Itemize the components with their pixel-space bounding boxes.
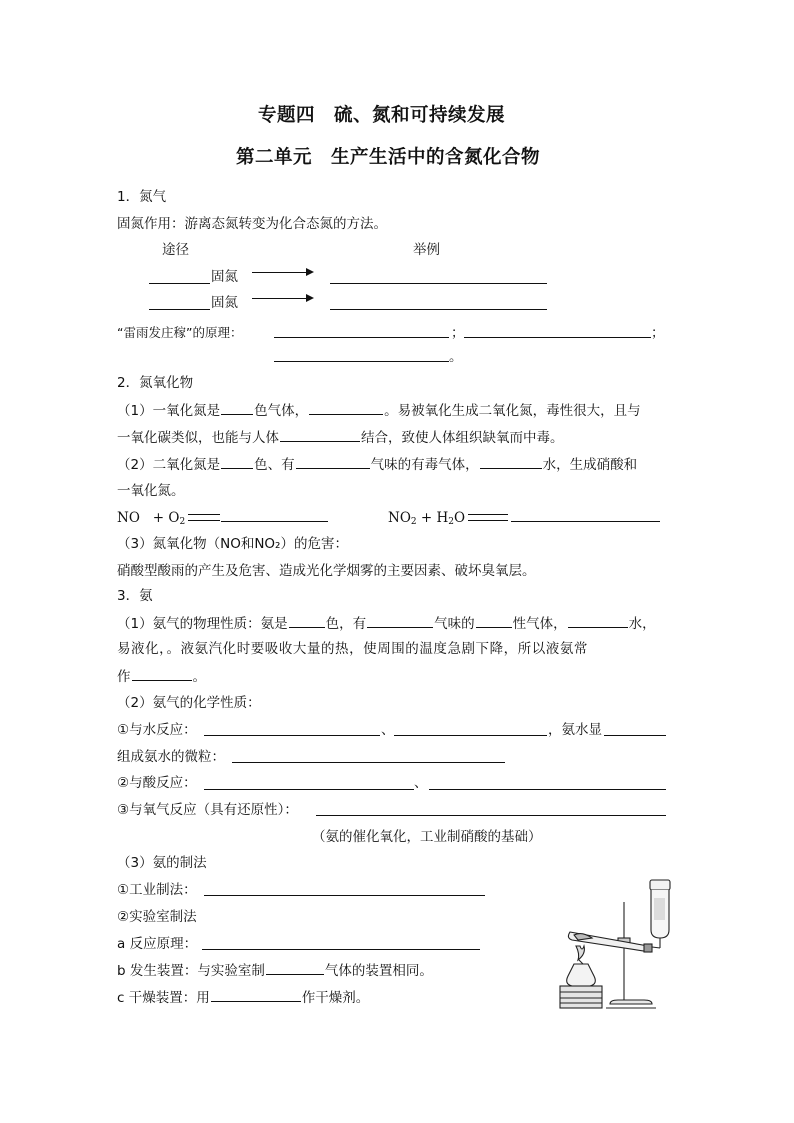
- nh3-water-blank[interactable]: [568, 614, 628, 628]
- nh3-color-blank[interactable]: [289, 614, 325, 628]
- separator: 、: [414, 775, 428, 791]
- period: 。: [449, 349, 463, 365]
- semicolon: ；: [651, 325, 665, 341]
- apparatus-gas-blank[interactable]: [266, 961, 324, 975]
- column-example-label: 举例: [413, 242, 440, 258]
- reaction-principle-label: a 反应原理：: [117, 936, 198, 952]
- react-water-label: ①与水反应：: [117, 722, 197, 738]
- drying-agent-blank[interactable]: [211, 988, 301, 1002]
- fix-label-2: 固氮: [211, 295, 238, 311]
- equation-1-product-blank[interactable]: [221, 521, 328, 522]
- industry-method-blank[interactable]: [204, 895, 485, 896]
- drying-line: c 干燥装置：用 作干燥剂。: [117, 990, 370, 1006]
- no2-smell-blank[interactable]: [296, 455, 370, 469]
- nh3-nature-blank[interactable]: [476, 614, 512, 628]
- water-reaction-blank-2[interactable]: [394, 735, 547, 736]
- arrow-icon: [252, 298, 312, 299]
- page-subtitle: 第二单元 生产生活中的含氮化合物: [236, 147, 541, 168]
- path-blank-2[interactable]: [149, 309, 210, 310]
- fixation-definition: 固氮作用：游离态氮转变为化合态氮的方法。: [117, 216, 387, 232]
- ammonia-preparation-apparatus-illustration: [548, 876, 678, 1016]
- equals-sign-icon: [468, 514, 508, 521]
- ammonia-physical-line-3: 作 。: [117, 669, 206, 685]
- ammonia-physical-line-2: 易液化，。液氨汽化时要吸收大量的热，使周围的温度急剧下降，所以液氨常: [117, 641, 588, 657]
- page-title: 专题四 硫、氮和可持续发展: [258, 105, 506, 126]
- no2-description-line-1: （2）二氧化氮是 色、有 气味的有毒气体， 水，生成硝酸和: [117, 457, 638, 473]
- acid-reaction-blank-2[interactable]: [429, 789, 666, 790]
- thunder-principle-label: “雷雨发庄稼”的原理：: [117, 325, 243, 340]
- acid-reaction-blank-1[interactable]: [204, 789, 414, 790]
- particles-blank[interactable]: [232, 762, 505, 763]
- equation-2-product-blank[interactable]: [511, 521, 660, 522]
- ammonia-water-label: ，氨水显: [548, 722, 602, 738]
- column-path-label: 途径: [162, 242, 189, 258]
- no-description-line-1: （1）一氧化氮是 色气体， 。易被氧化生成二氧化氮，毒性很大，且与: [117, 403, 641, 419]
- no-property-blank[interactable]: [309, 401, 383, 415]
- arrow-icon: [252, 272, 312, 273]
- no-description-line-2: 一氧化碳类似，也能与人体 结合，致使人体组织缺氧而中毒。: [117, 430, 564, 446]
- industry-method-label: ①工业制法：: [117, 882, 197, 898]
- nh3-smell-blank[interactable]: [367, 614, 433, 628]
- no2-description-line-2: 一氧化氮。: [117, 483, 185, 499]
- ammonia-water-property-blank[interactable]: [604, 735, 666, 736]
- react-oxygen-label: ③与氧气反应（具有还原性）：: [117, 802, 298, 818]
- reaction-principle-blank[interactable]: [202, 949, 480, 950]
- preparation-heading: （3）氨的制法: [117, 855, 207, 871]
- no-bind-blank[interactable]: [280, 428, 360, 442]
- thunder-blank-2[interactable]: [464, 337, 651, 338]
- fix-label-1: 固氮: [211, 269, 238, 285]
- thunder-blank-3[interactable]: [274, 361, 449, 362]
- react-acid-label: ②与酸反应：: [117, 775, 197, 791]
- nox-hazard-heading: （3）氮氧化物（NO和NO₂）的危害：: [117, 536, 348, 552]
- nox-hazard-body: 硝酸型酸雨的产生及危害、造成光化学烟雾的主要因素、破坏臭氧层。: [117, 563, 536, 579]
- ammonia-chemical-heading: （2）氨气的化学性质：: [117, 695, 261, 711]
- no2-water-blank[interactable]: [480, 455, 542, 469]
- section-2-heading: 2．氮氧化物: [117, 375, 194, 391]
- separator: 、: [381, 722, 395, 738]
- ammonia-physical-line-1: （1）氨气的物理性质：氨是 色，有 气味的 性气体， 水，: [117, 616, 656, 632]
- section-3-heading: 3．氨: [117, 588, 153, 604]
- equals-sign-icon: [188, 514, 220, 521]
- particles-label: 组成氨水的微粒：: [117, 749, 225, 765]
- semicolon: ；: [451, 325, 465, 341]
- section-1-heading: 1．氮气: [117, 189, 167, 205]
- equation-no-oxygen: NO + $O_2$: [117, 509, 223, 531]
- no2-color-blank[interactable]: [221, 455, 253, 469]
- oxygen-reaction-blank[interactable]: [316, 815, 666, 816]
- thunder-blank-1[interactable]: [274, 337, 449, 338]
- water-reaction-blank-1[interactable]: [204, 735, 380, 736]
- apparatus-line: b 发生装置：与实验室制 气体的装置相同。: [117, 963, 433, 979]
- catalytic-oxidation-note: （氨的催化氧化，工业制硝酸的基础）: [312, 829, 542, 845]
- path-blank-1[interactable]: [149, 283, 210, 284]
- no-color-blank[interactable]: [221, 401, 253, 415]
- example-blank-2[interactable]: [330, 309, 547, 310]
- example-blank-1[interactable]: [330, 283, 547, 284]
- lab-method-label: ②实验室制法: [117, 909, 197, 925]
- liquid-ammonia-use-blank[interactable]: [132, 667, 192, 681]
- equation-no2-water: $NO_2 + H_2O$: [388, 509, 511, 531]
